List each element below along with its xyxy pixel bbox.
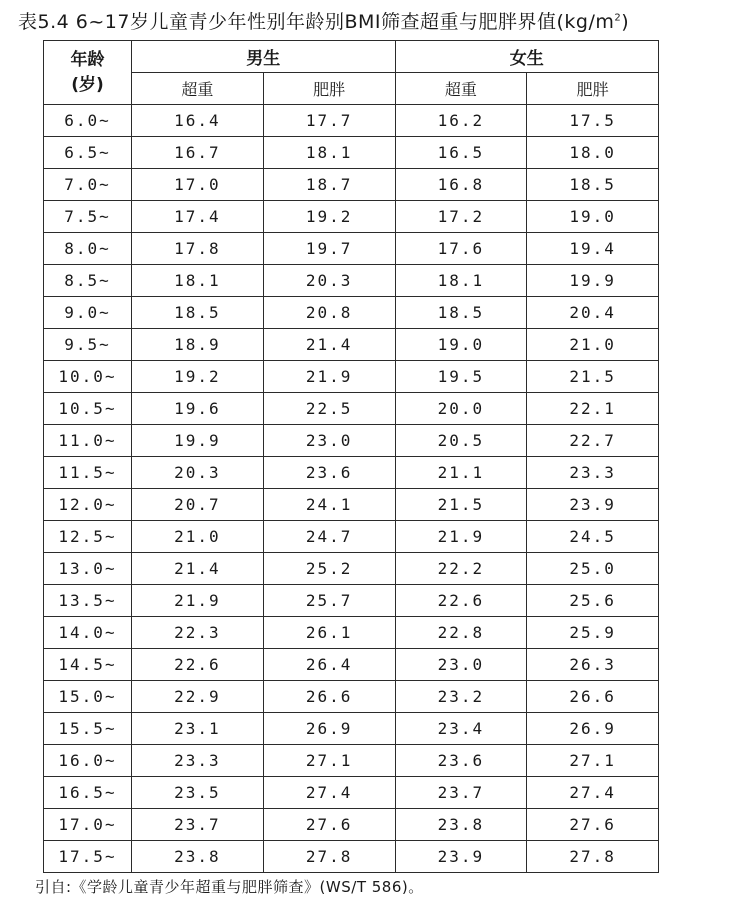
age-cell: 11.0~ (44, 425, 132, 457)
male-obese-cell: 23.6 (263, 457, 395, 489)
age-cell: 10.5~ (44, 393, 132, 425)
female-overweight-cell: 22.6 (395, 585, 527, 617)
table-row (44, 297, 659, 329)
female-overweight-cell: 20.0 (395, 393, 527, 425)
male-overweight-cell: 22.6 (132, 649, 264, 681)
table-row (44, 841, 659, 873)
male-overweight-cell: 18.1 (132, 265, 264, 297)
table-row (44, 169, 659, 201)
male-overweight-cell: 19.9 (132, 425, 264, 457)
age-cell: 10.0~ (44, 361, 132, 393)
female-overweight-cell: 19.5 (395, 361, 527, 393)
age-cell: 15.5~ (44, 713, 132, 745)
female-overweight-cell: 23.0 (395, 649, 527, 681)
table-row (44, 521, 659, 553)
age-cell: 17.0~ (44, 809, 132, 841)
age-cell: 9.5~ (44, 329, 132, 361)
female-overweight-cell: 16.2 (395, 105, 527, 137)
female-header: 女生 (395, 41, 659, 73)
female-overweight-cell: 19.0 (395, 329, 527, 361)
female-obese-cell: 22.7 (527, 425, 659, 457)
female-overweight-cell: 16.5 (395, 137, 527, 169)
age-cell: 14.5~ (44, 649, 132, 681)
age-cell: 13.0~ (44, 553, 132, 585)
female-obese-cell: 17.5 (527, 105, 659, 137)
female-obese-cell: 18.5 (527, 169, 659, 201)
male-obese-cell: 24.1 (263, 489, 395, 521)
male-obese-cell: 27.6 (263, 809, 395, 841)
female-obese-cell: 23.3 (527, 457, 659, 489)
male-overweight-header: 超重 (132, 73, 264, 105)
table-row (44, 681, 659, 713)
male-obese-cell: 22.5 (263, 393, 395, 425)
table-row (44, 777, 659, 809)
table-row (44, 425, 659, 457)
age-cell: 6.5~ (44, 137, 132, 169)
female-obese-cell: 21.5 (527, 361, 659, 393)
male-overweight-cell: 16.7 (132, 137, 264, 169)
table-row (44, 361, 659, 393)
footnote: 引自:《学龄儿童青少年超重与肥胖筛查》(WS/T 586)。 (35, 878, 424, 896)
table-row (44, 553, 659, 585)
table-row (44, 809, 659, 841)
female-overweight-cell: 16.8 (395, 169, 527, 201)
age-cell: 17.5~ (44, 841, 132, 873)
male-obese-cell: 25.7 (263, 585, 395, 617)
male-obese-cell: 18.7 (263, 169, 395, 201)
age-cell: 8.0~ (44, 233, 132, 265)
bmi-table (43, 40, 659, 873)
male-obese-cell: 27.8 (263, 841, 395, 873)
female-obese-cell: 26.3 (527, 649, 659, 681)
female-obese-cell: 18.0 (527, 137, 659, 169)
male-obese-header: 肥胖 (263, 73, 395, 105)
male-obese-cell: 25.2 (263, 553, 395, 585)
female-overweight-cell: 21.9 (395, 521, 527, 553)
male-overweight-cell: 23.1 (132, 713, 264, 745)
male-overweight-cell: 21.0 (132, 521, 264, 553)
table-row (44, 649, 659, 681)
age-cell: 11.5~ (44, 457, 132, 489)
male-obese-cell: 26.6 (263, 681, 395, 713)
table-row (44, 617, 659, 649)
female-overweight-cell: 23.9 (395, 841, 527, 873)
female-overweight-cell: 17.6 (395, 233, 527, 265)
male-overweight-cell: 23.7 (132, 809, 264, 841)
table-row (44, 329, 659, 361)
age-cell: 9.0~ (44, 297, 132, 329)
male-overweight-cell: 17.0 (132, 169, 264, 201)
male-overweight-cell: 23.3 (132, 745, 264, 777)
female-overweight-cell: 18.1 (395, 265, 527, 297)
age-cell: 12.5~ (44, 521, 132, 553)
female-overweight-cell: 23.8 (395, 809, 527, 841)
female-obese-cell: 25.0 (527, 553, 659, 585)
male-overweight-cell: 22.9 (132, 681, 264, 713)
table-row (44, 585, 659, 617)
male-overweight-cell: 20.7 (132, 489, 264, 521)
male-overweight-cell: 20.3 (132, 457, 264, 489)
age-cell: 16.5~ (44, 777, 132, 809)
female-obese-cell: 19.9 (527, 265, 659, 297)
female-obese-cell: 26.6 (527, 681, 659, 713)
male-obese-cell: 24.7 (263, 521, 395, 553)
male-obese-cell: 21.4 (263, 329, 395, 361)
female-overweight-cell: 22.2 (395, 553, 527, 585)
age-cell: 6.0~ (44, 105, 132, 137)
female-obese-cell: 19.4 (527, 233, 659, 265)
male-obese-cell: 26.9 (263, 713, 395, 745)
age-cell: 15.0~ (44, 681, 132, 713)
table-row (44, 105, 659, 137)
male-overweight-cell: 19.6 (132, 393, 264, 425)
male-overweight-cell: 23.5 (132, 777, 264, 809)
female-overweight-cell: 23.6 (395, 745, 527, 777)
female-obese-cell: 19.0 (527, 201, 659, 233)
age-header (44, 41, 132, 105)
male-obese-cell: 23.0 (263, 425, 395, 457)
table-title-close: ) (621, 11, 630, 33)
female-obese-header: 肥胖 (527, 73, 659, 105)
female-obese-cell: 27.1 (527, 745, 659, 777)
male-obese-cell: 19.7 (263, 233, 395, 265)
female-obese-cell: 27.4 (527, 777, 659, 809)
male-obese-cell: 19.2 (263, 201, 395, 233)
male-overweight-cell: 22.3 (132, 617, 264, 649)
table-row (44, 233, 659, 265)
female-overweight-cell: 21.5 (395, 489, 527, 521)
male-overweight-cell: 18.5 (132, 297, 264, 329)
male-obese-cell: 20.3 (263, 265, 395, 297)
table-row (44, 137, 659, 169)
male-obese-cell: 26.1 (263, 617, 395, 649)
male-overweight-cell: 17.4 (132, 201, 264, 233)
age-cell: 14.0~ (44, 617, 132, 649)
age-cell: 8.5~ (44, 265, 132, 297)
female-overweight-cell: 20.5 (395, 425, 527, 457)
male-overweight-cell: 21.4 (132, 553, 264, 585)
female-obese-cell: 27.6 (527, 809, 659, 841)
female-obese-cell: 23.9 (527, 489, 659, 521)
age-cell: 13.5~ (44, 585, 132, 617)
male-obese-cell: 17.7 (263, 105, 395, 137)
male-obese-cell: 26.4 (263, 649, 395, 681)
age-cell: 16.0~ (44, 745, 132, 777)
male-overweight-cell: 18.9 (132, 329, 264, 361)
male-overweight-cell: 23.8 (132, 841, 264, 873)
age-header-line2: (岁) (71, 74, 104, 95)
table-title-text: 表5.4 6~17岁儿童青少年性别年龄别BMI筛查超重与肥胖界值(kg/m (18, 11, 615, 33)
female-overweight-cell: 23.2 (395, 681, 527, 713)
table-row (44, 265, 659, 297)
female-obese-cell: 26.9 (527, 713, 659, 745)
male-obese-cell: 27.1 (263, 745, 395, 777)
age-cell: 7.5~ (44, 201, 132, 233)
age-cell: 12.0~ (44, 489, 132, 521)
female-overweight-cell: 23.4 (395, 713, 527, 745)
female-obese-cell: 24.5 (527, 521, 659, 553)
female-overweight-cell: 17.2 (395, 201, 527, 233)
male-overweight-cell: 21.9 (132, 585, 264, 617)
table-title (18, 7, 738, 34)
female-obese-cell: 22.1 (527, 393, 659, 425)
female-obese-cell: 25.6 (527, 585, 659, 617)
male-obese-cell: 20.8 (263, 297, 395, 329)
age-header-line1: 年龄 (70, 49, 105, 70)
male-overweight-cell: 19.2 (132, 361, 264, 393)
table-row (44, 745, 659, 777)
male-obese-cell: 27.4 (263, 777, 395, 809)
age-cell: 7.0~ (44, 169, 132, 201)
male-overweight-cell: 16.4 (132, 105, 264, 137)
table-row (44, 489, 659, 521)
female-obese-cell: 25.9 (527, 617, 659, 649)
female-overweight-header: 超重 (395, 73, 527, 105)
unit-superscript: 2 (614, 12, 622, 24)
female-obese-cell: 27.8 (527, 841, 659, 873)
female-obese-cell: 21.0 (527, 329, 659, 361)
female-overweight-cell: 22.8 (395, 617, 527, 649)
female-obese-cell: 20.4 (527, 297, 659, 329)
male-obese-cell: 18.1 (263, 137, 395, 169)
female-overweight-cell: 23.7 (395, 777, 527, 809)
table-row (44, 393, 659, 425)
male-overweight-cell: 17.8 (132, 233, 264, 265)
table-body (44, 105, 659, 873)
male-header: 男生 (132, 41, 396, 73)
female-overweight-cell: 18.5 (395, 297, 527, 329)
table-row (44, 201, 659, 233)
male-obese-cell: 21.9 (263, 361, 395, 393)
table-row (44, 457, 659, 489)
table-row (44, 713, 659, 745)
female-overweight-cell: 21.1 (395, 457, 527, 489)
